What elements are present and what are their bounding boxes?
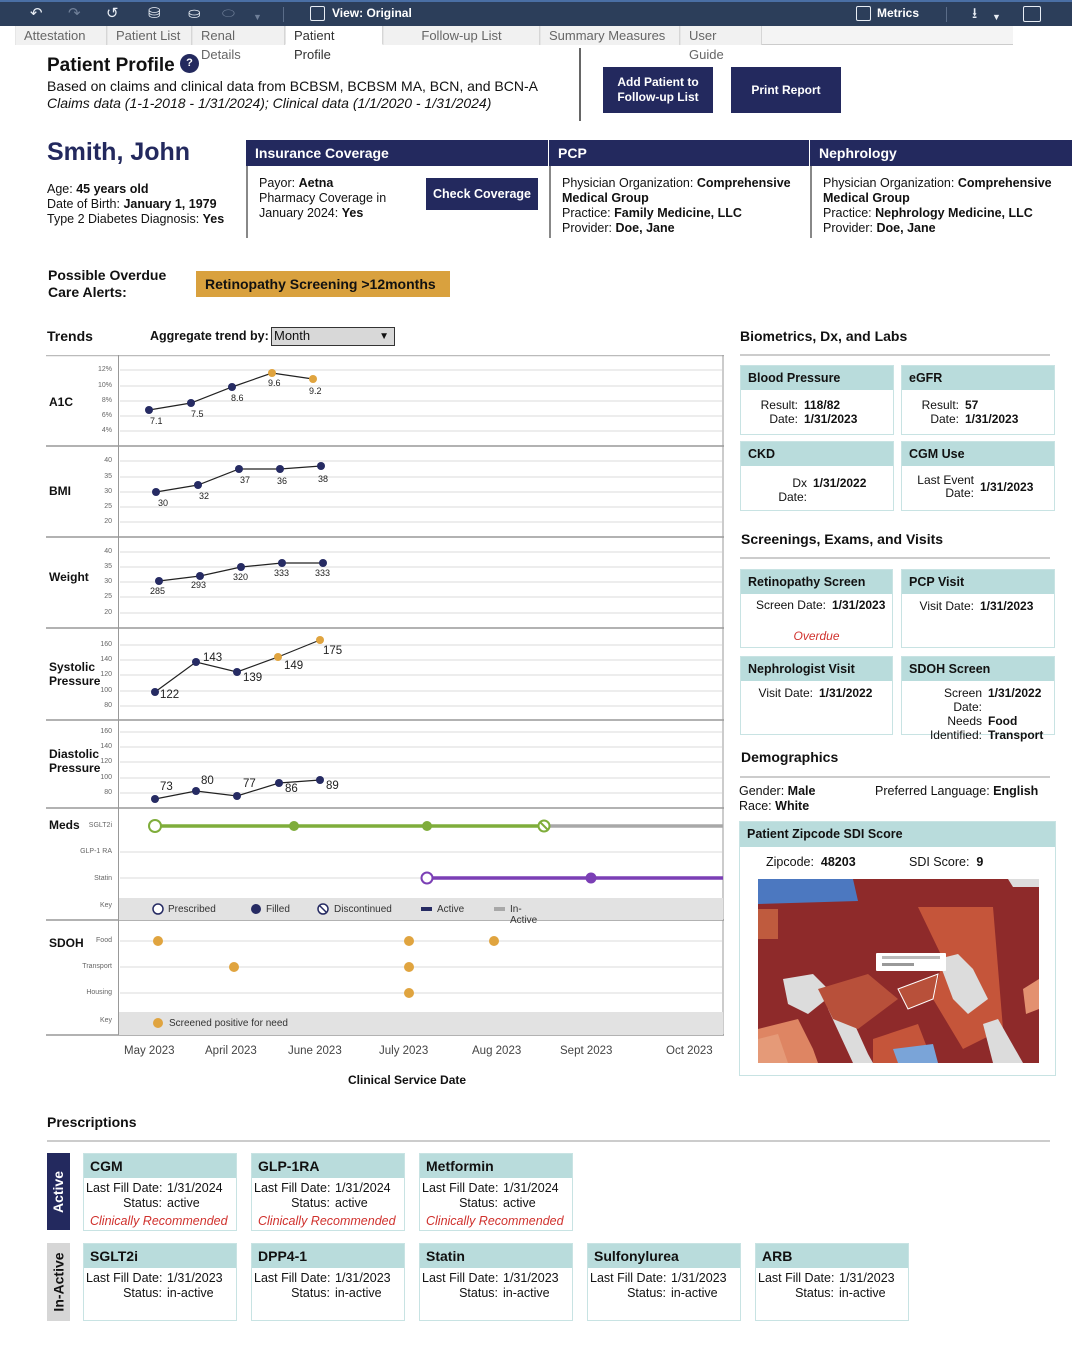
legend-inactive: In-Active: [510, 904, 538, 926]
fill-date: 1/31/2024: [335, 1181, 391, 1195]
neph-org-label: Physician Organization:: [823, 176, 955, 190]
fill-label: Last Fill Date:: [590, 1271, 667, 1285]
point-label: 7.1: [150, 416, 163, 426]
active-group-label: [47, 1153, 70, 1230]
neph-provider-label: Provider:: [823, 221, 874, 235]
kv-key: Result:: [921, 398, 959, 412]
rx-card-glp1ra[interactable]: [251, 1153, 405, 1231]
tick: 25: [104, 593, 112, 600]
sdi-map[interactable]: [758, 879, 1039, 1063]
aggregate-value: Month: [274, 328, 311, 343]
weight-label: Weight: [49, 570, 89, 584]
tile-title: SDOH Screen: [902, 657, 1054, 681]
med-row-sglt2i: SGLT2i: [88, 822, 112, 829]
neph-provider-value: Doe, Jane: [876, 221, 936, 235]
help-icon[interactable]: ?: [180, 54, 199, 73]
metrics-button[interactable]: Metrics: [877, 6, 920, 20]
rx-card-statin[interactable]: [419, 1243, 573, 1321]
tab-summary-measures[interactable]: Summary Measures: [540, 26, 680, 45]
status-value: in-active: [839, 1286, 886, 1300]
clinically-recommended-note: Clinically Recommended: [258, 1214, 396, 1228]
tile-pcp-visit: [901, 569, 1055, 648]
pcp-card: [549, 140, 809, 238]
fill-date: 1/31/2023: [671, 1271, 727, 1285]
retinopathy-date: 1/31/2023: [832, 598, 886, 612]
rx-card-sulfonylurea[interactable]: [587, 1243, 741, 1321]
tick: 30: [104, 488, 112, 495]
tick: 100: [100, 687, 112, 694]
tick: 10%: [97, 382, 112, 389]
tick: 40: [104, 457, 112, 464]
x-axis: [0, 1045, 740, 1061]
kv-key: Visit Date:: [758, 686, 813, 700]
view-icon: [310, 6, 325, 21]
inactive-label-text: In-Active: [50, 1252, 67, 1312]
x-label: Oct 2023: [666, 1045, 713, 1057]
fill-label: Last Fill Date:: [254, 1181, 331, 1195]
tile-title: CGM Use: [902, 442, 1054, 466]
tab-patient-list[interactable]: Patient List: [107, 26, 192, 45]
neph-practice-label: Practice:: [823, 206, 872, 220]
sdi-row: [909, 855, 983, 869]
sdi-label: SDI Score:: [909, 855, 970, 869]
kv-key: Date:: [769, 412, 798, 426]
tile-title: eGFR: [902, 366, 1054, 390]
cgm-key-2: Date:: [945, 486, 974, 500]
ckd-dx-date: 1/31/2022: [813, 476, 867, 490]
divider: [47, 1140, 1050, 1142]
fill-date: 1/31/2023: [335, 1271, 391, 1285]
tick: 30: [104, 578, 112, 585]
pcp-practice-label: Practice:: [562, 206, 611, 220]
kv-key: [916, 474, 980, 500]
sdoh-screen-date: 1/31/2022: [988, 686, 1042, 700]
tick: 140: [100, 656, 112, 663]
pcp-title: PCP: [549, 140, 809, 166]
fill-label: Last Fill Date:: [758, 1271, 835, 1285]
pcp-org-value: Comprehensive: [696, 176, 791, 190]
sdoh-row-food: Food: [96, 937, 112, 944]
tile-retinopathy-screen: [740, 569, 893, 648]
overdue-flag: Overdue: [793, 629, 840, 643]
rx-name: SGLT2i: [84, 1244, 236, 1268]
point-label: 89: [326, 780, 339, 792]
pcp-practice-value: Family Medicine, LLC: [614, 206, 742, 220]
divider: [740, 557, 1050, 559]
patient-name: Smith, John: [47, 138, 191, 166]
egfr-result: 57: [965, 398, 979, 412]
pharmacy-value: Yes: [341, 206, 364, 220]
separator: [946, 7, 947, 22]
point-label: 36: [277, 476, 288, 486]
egfr-date: 1/31/2023: [965, 412, 1019, 426]
kv-key: Visit Date:: [919, 599, 974, 613]
divider: [579, 48, 581, 121]
tile-sdoh-screen: [901, 656, 1055, 742]
legend-active: Active: [437, 904, 465, 915]
med-row-statin: Statin: [94, 875, 112, 882]
tab-patient-profile[interactable]: Patient Profile: [285, 26, 383, 45]
status-label: Status:: [459, 1286, 498, 1300]
x-label: July 2023: [379, 1045, 429, 1057]
fill-date: 1/31/2023: [167, 1271, 223, 1285]
kv-key: Result:: [760, 398, 798, 412]
insurance-card: [246, 140, 548, 238]
tab-user-guide[interactable]: User Guide: [680, 26, 762, 45]
rx-card-sglt2i[interactable]: [83, 1243, 237, 1321]
tick: 160: [100, 641, 112, 648]
separator: [283, 7, 284, 22]
page-title: Patient Profile: [47, 55, 175, 76]
fill-label: Last Fill Date:: [422, 1271, 499, 1285]
undo-icon[interactable]: ↶: [30, 5, 43, 22]
sdi-card: [739, 821, 1056, 1076]
rx-card-cgm[interactable]: [83, 1153, 237, 1231]
a1c-label: A1C: [49, 395, 74, 409]
replay-icon[interactable]: ⬭: [222, 5, 235, 22]
rx-card-arb[interactable]: [755, 1243, 909, 1321]
x-label: April 2023: [205, 1045, 257, 1057]
tab-renal-details[interactable]: Renal Details: [192, 26, 285, 45]
pcp-org-value-2: Medical Group: [562, 191, 649, 205]
rx-name: Sulfonylurea: [588, 1244, 740, 1268]
fill-label: Last Fill Date:: [86, 1271, 163, 1285]
tick: 12%: [97, 366, 112, 373]
point-label: 73: [160, 781, 173, 793]
kv-key: Screen Date:: [943, 686, 982, 714]
kv-key: Identified:: [929, 728, 982, 742]
demographics-title: Demographics: [741, 749, 839, 765]
sdoh-need-1: Food: [988, 714, 1018, 728]
meds-label: Meds: [49, 818, 80, 832]
tick: 8%: [101, 397, 112, 404]
divider: [740, 776, 1050, 778]
point-label: 293: [191, 580, 207, 590]
tick: 120: [100, 671, 112, 678]
status-value: active: [167, 1196, 200, 1210]
age-value: 45 years old: [76, 182, 149, 196]
diastolic-label-1: Diastolic: [49, 747, 100, 761]
alerts-label-line-2: Care Alerts:: [48, 284, 127, 300]
alerts-label: [48, 267, 166, 301]
rx-name: ARB: [756, 1244, 908, 1268]
language-label: Preferred Language:: [875, 784, 990, 798]
status-label: Status:: [627, 1286, 666, 1300]
prescriptions-title: Prescriptions: [47, 1114, 137, 1130]
rx-name: CGM: [84, 1154, 236, 1178]
trends-chart: [46, 355, 726, 1037]
legend-screened-positive: Screened positive for need: [169, 1018, 288, 1029]
legend-prescribed: Prescribed: [168, 904, 216, 915]
rx-name: Statin: [420, 1244, 572, 1268]
demographics-right: [875, 784, 1038, 799]
chevron-down-icon: ▼: [379, 331, 389, 342]
tile-nephrologist-visit: [740, 656, 893, 735]
neph-org-value-2: Medical Group: [823, 191, 910, 205]
pharmacy-label: Pharmacy Coverage in: [259, 191, 387, 205]
tile-ckd: [740, 441, 894, 511]
meds-key-label: Key: [99, 902, 112, 909]
status-value: in-active: [503, 1286, 550, 1300]
print-report-button[interactable]: Print Report: [731, 67, 841, 113]
tab-follow-up-list[interactable]: Follow-up List: [383, 26, 540, 45]
point-label: 37: [240, 475, 251, 485]
language-value: English: [993, 784, 1039, 798]
data-source-text: Based on claims and clinical data from BCBSM, BCBSM MA, BCN, and BCN-A: [47, 78, 538, 94]
point-label: 30: [158, 498, 169, 508]
nephrology-title: Nephrology: [810, 140, 1072, 166]
fullscreen-icon[interactable]: [1023, 6, 1041, 22]
diastolic-label-2: Pressure: [49, 761, 101, 775]
fill-date: 1/31/2023: [839, 1271, 895, 1285]
tick: 20: [104, 609, 112, 616]
zip-row: [766, 855, 856, 869]
patient-details: [47, 182, 224, 227]
tick: 80: [104, 789, 112, 796]
zip-value: 48203: [820, 855, 856, 869]
sdoh-row-housing: Housing: [86, 989, 112, 996]
t2d-value: Yes: [202, 212, 225, 226]
systolic-label-1: Systolic: [49, 660, 96, 674]
trends-chart-svg: [46, 355, 726, 1037]
download-dropdown-icon[interactable]: ▼: [992, 12, 1001, 22]
tick: 35: [104, 473, 112, 480]
sdi-map-svg: [758, 879, 1039, 1063]
neph-org-value: Comprehensive: [957, 176, 1052, 190]
status-value: active: [335, 1196, 368, 1210]
point-label: 9.2: [309, 386, 322, 396]
pcp-org-label: Physician Organization:: [562, 176, 694, 190]
status-label: Status:: [459, 1196, 498, 1210]
pharmacy-label-2: January 2024:: [259, 206, 339, 220]
view-button[interactable]: View: Original: [332, 6, 412, 20]
gender-value: Male: [787, 784, 816, 798]
clinically-recommended-note: Clinically Recommended: [426, 1214, 564, 1228]
point-label: 80: [201, 775, 214, 787]
rx-name: Metformin: [420, 1154, 572, 1178]
point-label: 38: [318, 474, 329, 484]
replay-dropdown-icon[interactable]: ▼: [253, 12, 262, 22]
rx-card-metformin[interactable]: [419, 1153, 573, 1231]
dob-label: Date of Birth:: [47, 197, 120, 211]
check-coverage-button[interactable]: Check Coverage: [426, 178, 538, 210]
tick: 100: [100, 774, 112, 781]
data-range-text: Claims data (1-1-2018 - 1/31/2024); Clinical data (1/1/2020 - 1/31/2024): [47, 95, 492, 111]
cgm-key-1: Last Event: [917, 473, 974, 487]
point-label: 285: [150, 586, 166, 596]
clinically-recommended-note: Clinically Recommended: [90, 1214, 228, 1228]
inactive-group-label: [47, 1243, 70, 1321]
biometrics-title: Biometrics, Dx, and Labs: [740, 328, 908, 344]
status-label: Status:: [123, 1196, 162, 1210]
med-row-glp1ra: GLP-1 RA: [80, 848, 112, 855]
kv-key: Date:: [930, 412, 959, 426]
payor-label: Payor:: [259, 176, 296, 190]
toolbar: [0, 0, 1072, 26]
tick: 35: [104, 563, 112, 570]
x-label: Aug 2023: [472, 1045, 522, 1057]
sdi-value: 9: [976, 855, 984, 869]
point-label: 32: [199, 491, 210, 501]
bp-result: 118/82: [804, 398, 841, 412]
status-label: Status:: [291, 1286, 330, 1300]
pause-updates-icon[interactable]: ⛀: [188, 5, 201, 22]
divider: [740, 354, 1050, 356]
fill-date: 1/31/2024: [503, 1181, 559, 1195]
trends-title: Trends: [47, 328, 93, 344]
status-value: active: [503, 1196, 536, 1210]
status-label: Status:: [123, 1286, 162, 1300]
nephrology-card: [810, 140, 1072, 238]
kv-key: Needs: [947, 714, 982, 728]
tab-bar: [15, 26, 1013, 62]
payor-value: Aetna: [298, 176, 334, 190]
x-label: Sept 2023: [560, 1045, 613, 1057]
pcp-provider-label: Provider:: [562, 221, 613, 235]
tile-egfr: [901, 365, 1055, 435]
tick: 4%: [101, 427, 112, 434]
aggregate-label: Aggregate trend by:: [150, 329, 269, 343]
tile-title: Retinopathy Screen: [741, 570, 892, 594]
x-label: June 2023: [288, 1045, 342, 1057]
fill-label: Last Fill Date:: [422, 1181, 499, 1195]
t2d-label: Type 2 Diabetes Diagnosis:: [47, 212, 200, 226]
kv-key: Screen Date:: [755, 598, 826, 612]
point-label: 143: [203, 652, 223, 664]
fill-date: 1/31/2023: [503, 1271, 559, 1285]
bp-date: 1/31/2023: [804, 412, 858, 426]
tick: 6%: [101, 412, 112, 419]
point-label: 320: [233, 572, 249, 582]
point-label: 139: [243, 672, 263, 684]
tile-blood-pressure: [740, 365, 894, 435]
age-label: Age:: [47, 182, 73, 196]
sdoh-row-transport: Transport: [82, 963, 112, 970]
revert-icon[interactable]: ↺: [106, 5, 119, 22]
tile-title: Blood Pressure: [741, 366, 893, 390]
point-label: 333: [274, 568, 290, 578]
gender-label: Gender:: [739, 784, 785, 798]
sdi-title: Patient Zipcode SDI Score: [740, 822, 1055, 847]
tick: 40: [104, 548, 112, 555]
race-label: Race:: [739, 799, 772, 813]
dob-value: January 1, 1979: [123, 197, 217, 211]
tile-title: Nephrologist Visit: [741, 657, 892, 681]
point-label: 9.6: [268, 378, 281, 388]
bmi-label: BMI: [49, 484, 71, 498]
tick: 140: [100, 743, 112, 750]
sdoh-need-2: Transport: [988, 728, 1044, 742]
tile-title: CKD: [741, 442, 893, 466]
point-label: 8.6: [231, 393, 244, 403]
point-label: 7.5: [191, 409, 204, 419]
status-value: in-active: [335, 1286, 382, 1300]
active-label-text: Active: [50, 1170, 67, 1213]
add-to-follow-up-button[interactable]: Add Patient to Follow-up List: [603, 67, 713, 113]
tick: 120: [100, 758, 112, 765]
tick: 160: [100, 728, 112, 735]
tile-title: PCP Visit: [902, 570, 1054, 594]
sdoh-label: SDOH: [49, 936, 84, 950]
refresh-data-icon[interactable]: ⛁: [148, 5, 161, 22]
pcp-visit-date: 1/31/2023: [980, 599, 1034, 613]
tick: 20: [104, 518, 112, 525]
metrics-icon: [856, 6, 871, 21]
point-label: 122: [160, 689, 180, 701]
demographics-left: [739, 784, 815, 814]
tick: 80: [104, 702, 112, 709]
status-value: in-active: [167, 1286, 214, 1300]
rx-card-dpp4[interactable]: [251, 1243, 405, 1321]
x-axis-title: Clinical Service Date: [348, 1073, 467, 1087]
rx-name: DPP4-1: [252, 1244, 404, 1268]
tab-attestation[interactable]: Attestation: [15, 26, 107, 45]
legend-filled: Filled: [266, 904, 290, 915]
neph-practice-value: Nephrology Medicine, LLC: [875, 206, 1033, 220]
status-value: in-active: [671, 1286, 718, 1300]
alert-badge-retinopathy[interactable]: Retinopathy Screening >12months: [196, 271, 450, 297]
point-label: 86: [285, 783, 298, 795]
rx-name: GLP-1RA: [252, 1154, 404, 1178]
kv-key: Dx Date:: [778, 476, 807, 504]
cgm-date: 1/31/2023: [980, 480, 1034, 494]
x-label: May 2023: [124, 1045, 175, 1057]
insurance-title: Insurance Coverage: [246, 140, 548, 166]
fill-label: Last Fill Date:: [254, 1271, 331, 1285]
redo-icon[interactable]: ↷: [68, 5, 81, 22]
point-label: 175: [323, 645, 343, 657]
tick: 25: [104, 503, 112, 510]
legend-discontinued: Discontinued: [334, 904, 392, 915]
alerts-label-line-1: Possible Overdue: [48, 267, 167, 283]
nephrologist-visit-date: 1/31/2022: [819, 686, 873, 700]
pcp-provider-value: Doe, Jane: [615, 221, 675, 235]
status-label: Status:: [795, 1286, 834, 1300]
download-icon[interactable]: ⭳: [972, 5, 978, 22]
zip-label: Zipcode:: [766, 855, 814, 869]
tile-cgm-use: [901, 441, 1055, 511]
fill-date: 1/31/2024: [167, 1181, 223, 1195]
point-label: 77: [243, 778, 256, 790]
point-label: 149: [284, 660, 304, 672]
status-label: Status:: [291, 1196, 330, 1210]
point-label: 333: [315, 568, 331, 578]
sdoh-key-label: Key: [99, 1017, 112, 1024]
race-value: White: [775, 799, 810, 813]
fill-label: Last Fill Date:: [86, 1181, 163, 1195]
screenings-title: Screenings, Exams, and Visits: [741, 531, 944, 547]
aggregate-select[interactable]: [271, 327, 395, 346]
systolic-label-2: Pressure: [49, 674, 101, 688]
